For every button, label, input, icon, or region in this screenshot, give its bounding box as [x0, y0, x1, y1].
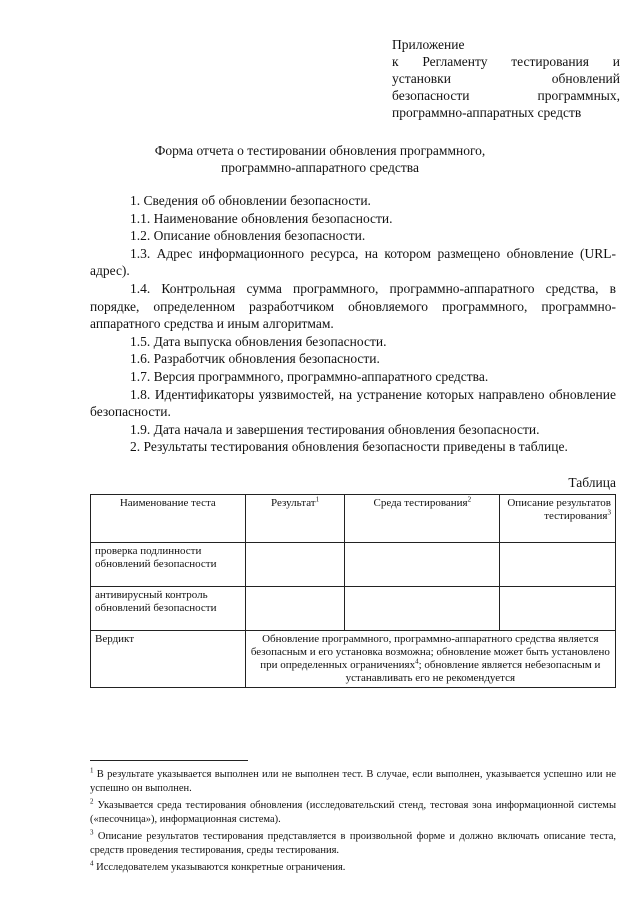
test-name-cell: антивирусный контроль обновлений безопасности — [91, 587, 246, 631]
verdict-text — [245, 631, 615, 688]
table-caption: Таблица — [568, 475, 616, 490]
header-result — [245, 495, 345, 543]
footnote — [90, 768, 616, 796]
environment-cell — [345, 587, 500, 631]
footnote-mark: 1 — [90, 766, 94, 775]
appendix-line: безопасности программных, — [392, 88, 620, 103]
footnote-ref: 3 — [607, 508, 611, 517]
table-header-row — [91, 495, 616, 543]
header-label: Описание результатов тестирования — [507, 497, 611, 522]
footnote-mark: 3 — [90, 828, 94, 837]
footnote-ref: 2 — [467, 495, 472, 504]
table-row — [91, 587, 616, 631]
section-item: 1.2. Описание обновления безопасности. — [130, 228, 366, 244]
section-item: 1.6. Разработчик обновления безопасности. — [130, 351, 380, 367]
header-label: Среда тестирования — [373, 497, 468, 509]
environment-cell — [345, 543, 500, 587]
footnote-text: Исследователем указываются конкретные ограничения. — [96, 862, 346, 873]
header-test-name — [91, 495, 246, 543]
footnote-text: Описание результатов тестирования представляется в произвольной форме и должно включать описание теста, средств проведения тестирования, среды тестирования. — [90, 831, 617, 856]
test-name-cell: проверка подлинности обновлений безопасности — [91, 543, 246, 587]
footnote — [90, 861, 616, 875]
result-cell — [245, 587, 345, 631]
footnote-ref: 4 — [415, 657, 419, 666]
section-item: 1.1. Наименование обновления безопасности. — [130, 210, 393, 226]
footnotes — [90, 768, 616, 878]
header-label: Наименование теста — [119, 497, 216, 509]
footnote-mark: 4 — [90, 859, 94, 868]
section-item: 1. Сведения об обновлении безопасности. — [130, 193, 371, 208]
footnote-divider — [90, 760, 248, 761]
section-item: 1.7. Версия программного, программно-аппаратного средства. — [130, 368, 489, 384]
appendix-line: Приложение — [392, 37, 465, 52]
table-row — [91, 543, 616, 587]
header-environment — [345, 495, 500, 543]
appendix-line: программно-аппаратных средств — [392, 105, 582, 120]
verdict-label: Вердикт — [91, 631, 246, 688]
appendix-line: установки обновлений — [392, 71, 620, 86]
report-sections — [90, 192, 616, 456]
section-item: 2. Результаты тестирования обновления безопасности приведены в таблице. — [130, 439, 568, 455]
section-item: 1.4. Контрольная сумма программного, программно-аппаратного средства, в порядке, определенном разработчиком обновляемого программного, программно-аппаратного средства и иным алгоритмам. — [90, 280, 616, 332]
footnote — [90, 799, 616, 827]
header-label: Результат — [271, 497, 316, 509]
appendix-line: к Регламенту тестирования и — [392, 54, 620, 69]
description-cell — [500, 587, 616, 631]
section-item: 1.8. Идентификаторы уязвимостей, на устранение которых направлено обновление безопасности. — [90, 386, 616, 420]
form-title-line: Форма отчета о тестировании обновления программного, — [154, 143, 486, 158]
result-cell — [245, 543, 345, 587]
footnote-ref: 1 — [315, 495, 320, 504]
verdict-part: ; обновление является небезопасным и устанавливать его не рекомендуется — [345, 659, 601, 684]
verdict-row — [91, 631, 616, 688]
section-item: 1.3. Адрес информационного ресурса, на котором размещено обновление (URL-адрес). — [90, 245, 616, 279]
form-title-line: программно-аппаратного средства — [221, 160, 419, 175]
footnote-mark: 2 — [90, 797, 94, 806]
verdict-part: Обновление программного, программно-аппаратного средства является безопасным и его установка возможна; обновление может быть установлено при определенных ограничениях — [250, 633, 610, 671]
description-cell — [500, 543, 616, 587]
header-description — [500, 495, 616, 543]
form-title — [60, 142, 580, 176]
section-item: 1.9. Дата начала и завершения тестирования обновления безопасности. — [130, 421, 540, 437]
appendix-header — [392, 36, 620, 121]
footnote-text: В результате указывается выполнен или не выполнен тест. В случае, если выполнен, указывается успешно или не успешно он выполнен. — [90, 769, 617, 794]
footnote — [90, 830, 616, 858]
section-item: 1.5. Дата выпуска обновления безопасности. — [130, 333, 387, 349]
footnote-text: Указывается среда тестирования обновления (исследовательский стенд, тестовая зона информационной системы («песочница»), информационная система). — [90, 800, 616, 825]
test-results-table — [90, 494, 616, 688]
